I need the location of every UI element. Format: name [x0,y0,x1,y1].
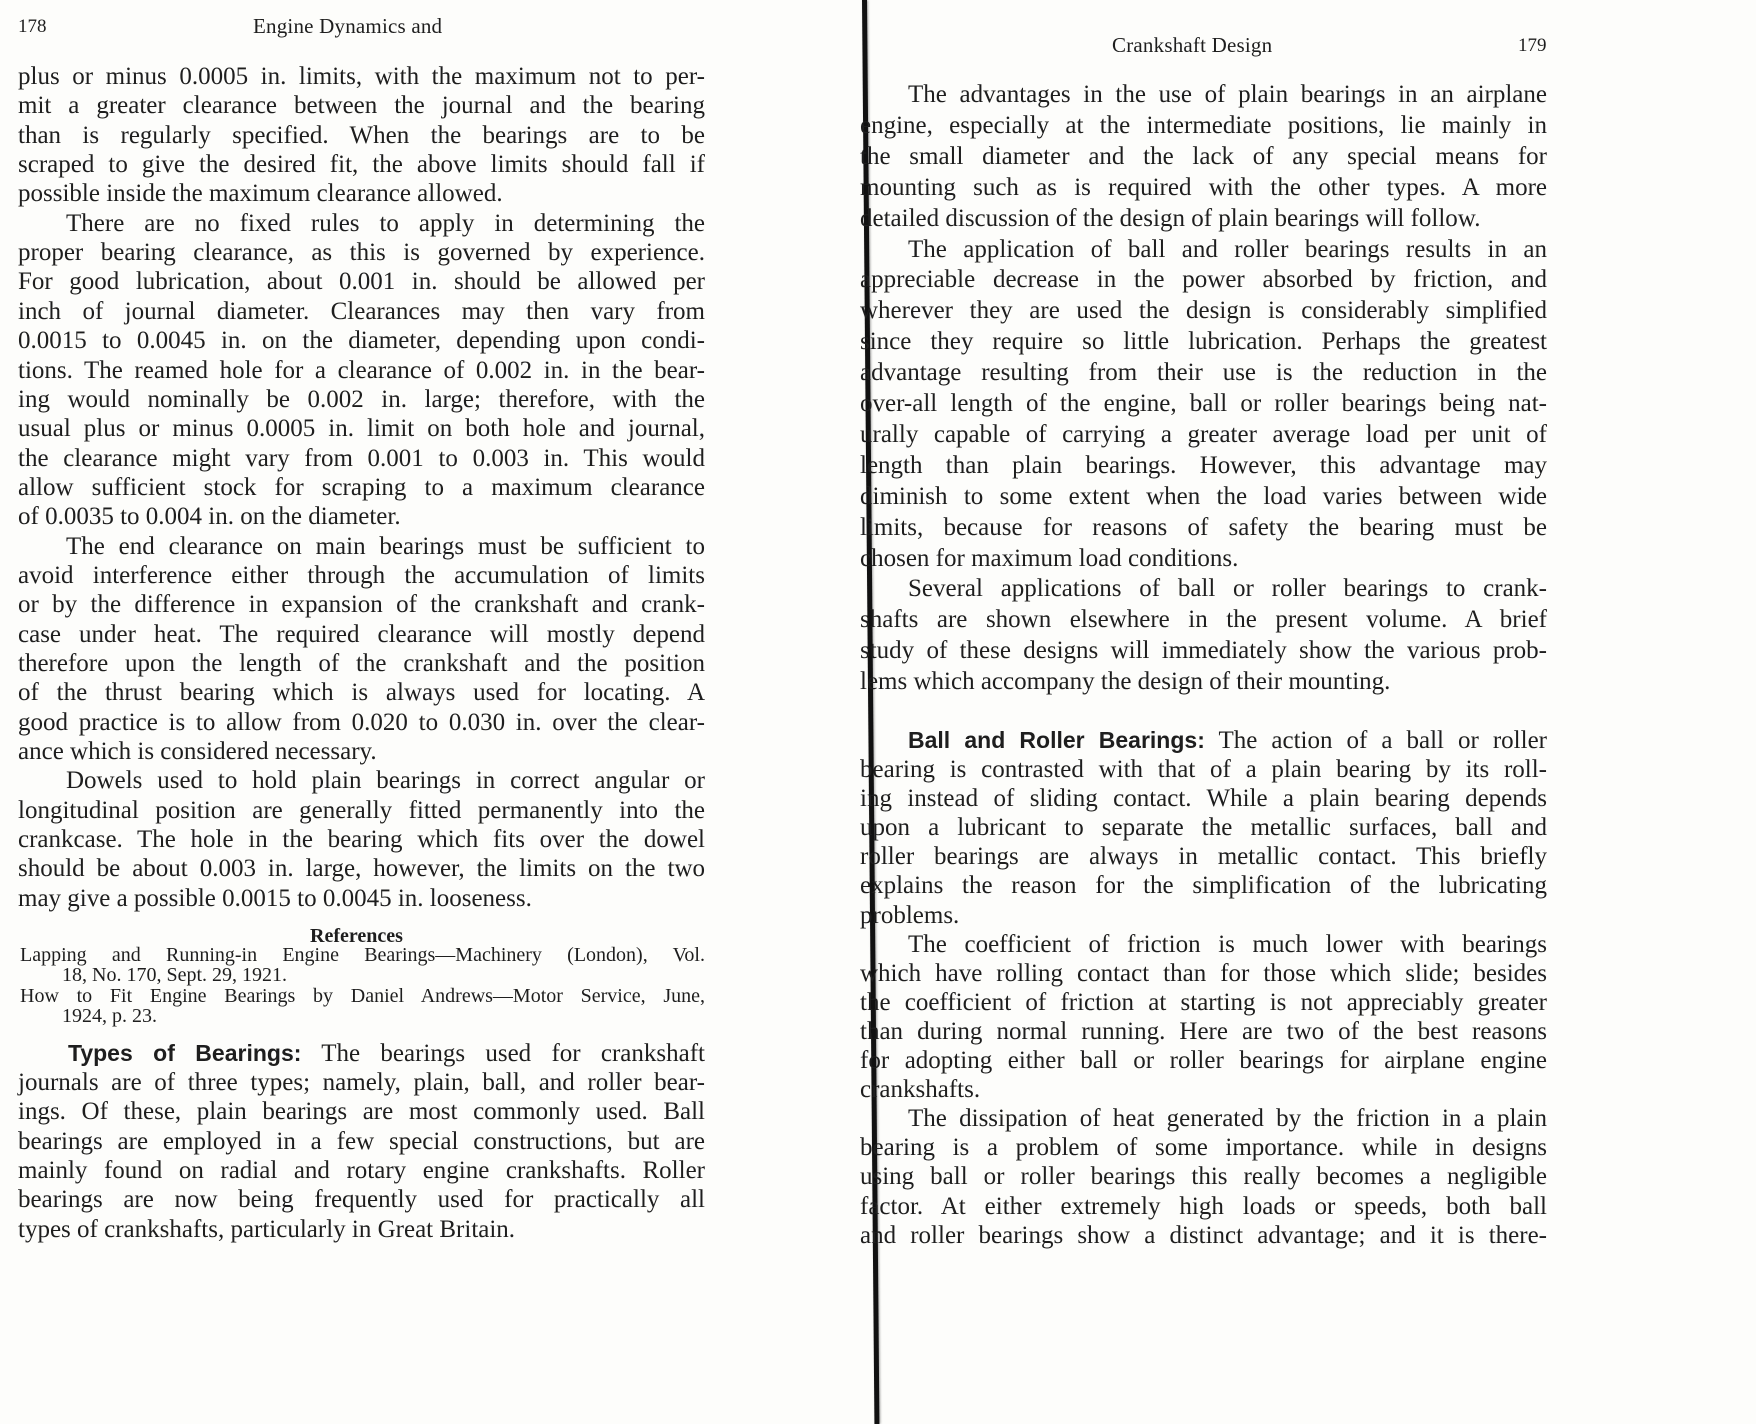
text-line: Several applications of ball or roller bearings to crank- [908,575,1547,603]
text-line: the coefficient of friction at starting is not appreciably greater [860,988,1547,1016]
section-heading: Types of Bearings: [68,1040,302,1066]
text-line: bearings are employed in a few special constructions, but are [18,1127,705,1155]
text-line: of 0.0035 to 0.004 in. on the diameter. [18,503,401,531]
text-line: study of these designs will immediately show the various prob- [860,637,1547,665]
text-line: diminish to some extent when the load varies between wide [860,482,1547,510]
left-page [0,0,840,1424]
text-line: for adopting either ball or roller bearings for airplane engine [860,1047,1547,1074]
running-head: Crankshaft Design [1112,33,1273,57]
text-line: plus or minus 0.0005 in. limits, with the maximum not to per- [18,63,705,90]
text-line: usual plus or minus 0.0005 in. limit on both hole and journal, [18,415,705,443]
text-line: There are no fixed rules to apply in determining the [66,209,705,237]
text-line: scraped to give the desired fit, the above limits should fall if [18,151,705,179]
text-line: mainly found on radial and rotary engine crankshafts. Roller [18,1157,705,1185]
running-head: Engine Dynamics and [253,14,443,38]
text-line: since they require so little lubrication. Perhaps the greatest [860,328,1547,356]
text-line: case under heat. The required clearance will mostly depend [18,620,705,648]
text-line: proper bearing clearance, as this is governed by experience. [18,239,705,267]
text-line: which have rolling contact than for those which slide; besides [860,959,1547,987]
text-line: ing instead of sliding contact. While a plain bearing depends [860,785,1547,813]
section-first-line: Types of Bearings: The bearings used for crankshaft [68,1040,705,1067]
reference-item: How to Fit Engine Bearings by Daniel Andrews—Motor Service, June, [20,985,705,1007]
text-line: than during normal running. Here are two of the best reasons [860,1017,1547,1045]
text-line: mit a greater clearance between the journal and the bearing [18,92,705,120]
text-line: chosen for maximum load conditions. [860,544,1239,572]
text-line: bearing is a problem of some importance. while in designs [860,1134,1547,1162]
text-line: the small diameter and the lack of any special means for [860,142,1547,170]
text-line: The advantages in the use of plain bearings in an airplane [908,81,1547,108]
text-line: ing would nominally be 0.002 in. large; therefore, with the [18,385,705,413]
text-line: crankshafts. [860,1076,981,1104]
text-line: problems. [860,901,960,929]
reference-item-cont: 1924, p. 23. [62,1005,157,1027]
text-line: engine, especially at the intermediate positions, lie mainly in [860,111,1547,139]
text-line: crankcase. The hole in the bearing which fits over the dowel [18,826,705,854]
text-line: For good lubrication, about 0.001 in. should be allowed per [18,268,705,296]
text-line: The coefficient of friction is much lower with bearings [908,930,1547,958]
text-line: good practice is to allow from 0.020 to 0.030 in. over the clear- [18,708,705,736]
page-number: 179 [1518,35,1547,56]
text-line: bearings are now being frequently used for practically all [18,1186,705,1214]
reference-item: Lapping and Running-in Engine Bearings—Machinery (London), Vol. [20,944,705,966]
text-line: length than plain bearings. However, this advantage may [860,451,1547,479]
reference-item-cont: 18, No. 170, Sept. 29, 1921. [62,964,287,986]
right-page [860,0,1756,1424]
references-title: References [310,925,403,947]
text-line: shafts are shown elsewhere in the present volume. A brief [860,606,1547,634]
page-number: 178 [18,16,47,37]
text-line: over-all length of the engine, ball or roller bearings being nat- [860,390,1547,417]
text-line: inch of journal diameter. Clearances may then vary from [18,297,705,325]
text-line: journals are of three types; namely, plain, ball, and roller bear- [18,1069,705,1096]
text-line: possible inside the maximum clearance allowed. [18,180,503,208]
section-heading: Ball and Roller Bearings: [908,727,1205,753]
section-first-line: Ball and Roller Bearings: The action of a ball or roller [908,727,1547,754]
text-line: ance which is considered necessary. [18,738,377,766]
text-line: than is regularly specified. When the bearings are to be [18,121,705,149]
text-line: The application of ball and roller bearings results in an [908,235,1547,263]
text-line: detailed discussion of the design of plain bearings will follow. [860,204,1481,232]
text-line: of the thrust bearing which is always used for locating. A [18,679,705,707]
text-line: roller bearings are always in metallic contact. This briefly [860,843,1547,871]
text-line: ings. Of these, plain bearings are most commonly used. Ball [18,1098,705,1126]
text-line: and roller bearings show a distinct advantage; and it is there- [860,1221,1547,1249]
text-line: may give a possible 0.0015 to 0.0045 in. looseness. [18,884,532,912]
text-line: should be about 0.003 in. large, however, the limits on the two [18,855,705,883]
text-line: urally capable of carrying a greater average load per unit of [860,420,1547,448]
text-line: allow sufficient stock for scraping to a maximum clearance [18,473,705,501]
text-line: lems which accompany the design of their mounting. [860,668,1391,696]
text-line: avoid interference either through the accumulation of limits [18,561,705,589]
text-line: advantage resulting from their use is the reduction in the [860,359,1547,387]
text-line: The dissipation of heat generated by the friction in a plain [908,1105,1547,1133]
text-line: wherever they are used the design is considerably simplified [860,297,1547,325]
text-line: therefore upon the length of the crankshaft and the position [18,650,705,677]
text-line: appreciable decrease in the power absorbed by friction, and [860,266,1547,294]
text-line: limits, because for reasons of safety the bearing must be [860,513,1547,541]
text-line: factor. At either extremely high loads or speeds, both ball [860,1192,1547,1220]
text-line: longitudinal position are generally fitted permanently into the [18,796,705,824]
text-line: or by the difference in expansion of the crankshaft and crank- [18,591,705,619]
text-line: the clearance might vary from 0.001 to 0.003 in. This would [18,444,705,472]
text-line: tions. The reamed hole for a clearance of 0.002 in. in the bear- [18,356,705,384]
text-line: explains the reason for the simplification of the lubricating [860,872,1547,900]
text-line: 0.0015 to 0.0045 in. on the diameter, depending upon condi- [18,327,705,355]
text-line: bearing is contrasted with that of a plain bearing by its roll- [860,756,1547,783]
text-line: types of crankshafts, particularly in Great Britain. [18,1215,516,1243]
text-line: Dowels used to hold plain bearings in correct angular or [66,767,705,795]
text-line: using ball or roller bearings this really becomes a negligible [860,1163,1547,1191]
text-line: The end clearance on main bearings must be sufficient to [66,532,705,560]
text-line: upon a lubricant to separate the metallic surfaces, ball and [860,814,1547,842]
text-line: mounting such as is required with the other types. A more [860,173,1547,201]
